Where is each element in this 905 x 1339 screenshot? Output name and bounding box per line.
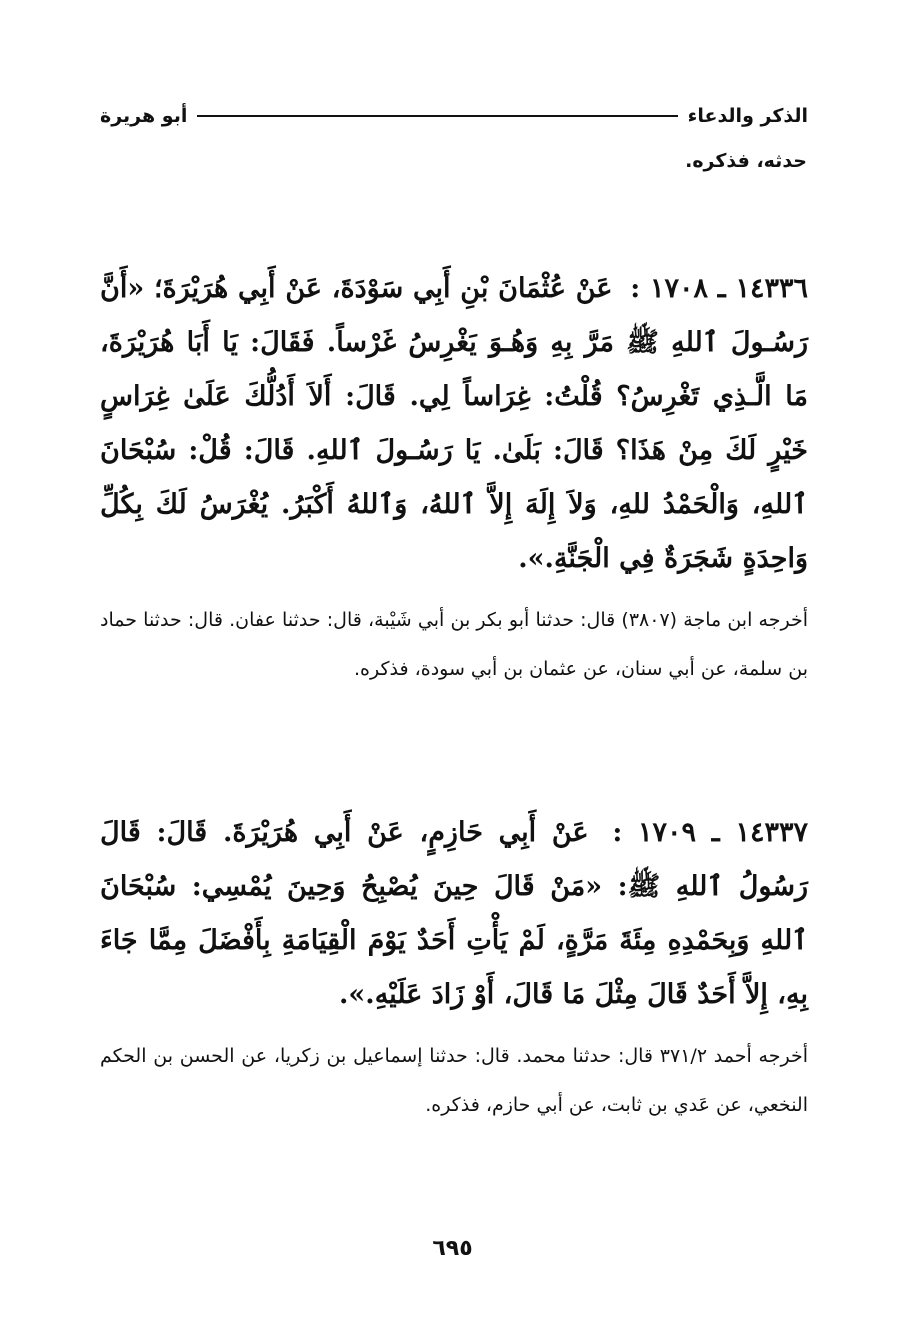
hadith-number: ١٤٣٣٦ ـ ١٧٠٨ : — [630, 273, 809, 304]
hadith-text-paragraph — [100, 262, 808, 586]
hadith-number: ١٤٣٣٧ ـ ١٧٠٩ : — [612, 817, 808, 848]
page-number: ٦٩٥ — [432, 1236, 473, 1261]
header-rule — [197, 115, 677, 117]
hadith-entry — [100, 262, 808, 694]
hadith-entry — [100, 806, 808, 1130]
hadith-body: عَنْ عُثْمَانَ بْنِ أَبِي سَوْدَةَ، عَنْ أَبِي هُرَيْرَةَ؛ «أَنَّ رَسُـولَ ٱللهِ ﷺ مَرَّ بِهِ وَهُـوَ يَغْرِسُ غَرْساً. فَقَالَ: يَا أَبَا هُرَيْرَةَ، مَا الَّـذِي تَغْرِسُ؟ قُلْتُ: غِرَاساً لِي. قَالَ: أَلاَ أَدُلُّكَ عَلَىٰ غِرَاسٍ خَيْرٍ لَكَ مِنْ هَذَا؟ قَالَ: بَلَىٰ. يَا رَسُـولَ ٱللهِ. قَالَ: قُلْ: سُبْحَانَ ٱللهِ، وَالْحَمْدُ للهِ، وَلاَ إِلَهَ إِلاَّ ٱللهُ، وَٱللهُ أَكْبَرُ. يُغْرَسُ لَكَ بِكُلِّ وَاحِدَةٍ شَجَرَةٌ فِي الْجَنَّةِ.». — [100, 273, 808, 574]
running-header — [100, 96, 808, 136]
takhrij-note: أخرجه ابن ماجة (٣٨٠٧) قال: حدثنا أبو بكر بن أبي شَيْبة، قال: حدثنا عفان. قال: حدثنا حماد بن سلمة، عن أبي سنان، عن عثمان بن أبي سودة، فذكره. — [100, 609, 809, 680]
hadith-text-paragraph — [100, 806, 808, 1022]
running-header-chapter: الذكر والدعاء — [687, 105, 808, 127]
running-header-narrator: أبو هريرة — [100, 105, 188, 127]
hadith-body: عَنْ أَبِي حَازِمٍ، عَنْ أَبِي هُرَيْرَةَ. قَالَ: قَالَ رَسُولُ ٱللهِ ﷺ: «مَنْ قَالَ حِينَ يُصْبِحُ وَحِينَ يُمْسِي: سُبْحَانَ ٱللهِ وَبِحَمْدِهِ مِئَةَ مَرَّةٍ، لَمْ يَأْتِ أَحَدٌ يَوْمَ الْقِيَامَةِ بِأَفْضَلَ مِمَّا جَاءَ بِهِ، إِلاَّ أَحَدٌ قَالَ مِثْلَ مَا قَالَ، أَوْ زَادَ عَلَيْهِ.». — [100, 817, 808, 1010]
takhrij-note: أخرجه أحمد ٣٧١/٢ قال: حدثنا محمد. قال: حدثنا إسماعيل بن زكريا، عن الحسن بن الحكم النخعي، عن عَدي بن ثابت، عن أبي حازم، فذكره. — [100, 1045, 808, 1116]
continuation-text: حدثه، فذكره. — [685, 150, 807, 172]
